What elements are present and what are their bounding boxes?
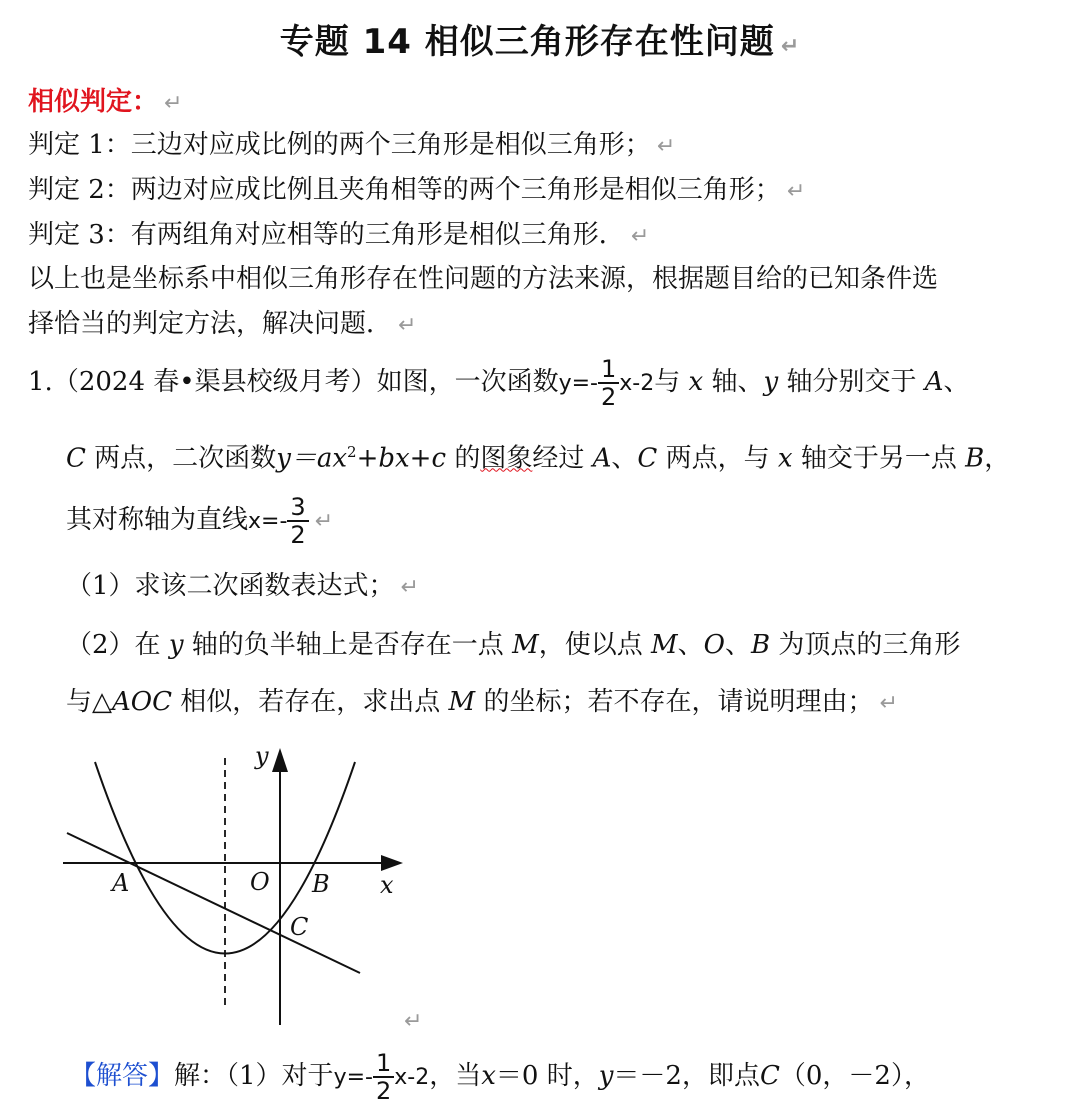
criterion-2: 判定 2：两边对应成比例且夹角相等的两个三角形是相似三角形； ↵ xyxy=(28,175,806,205)
page-title: 专题 14 相似三角形存在性问题 ↵ xyxy=(279,22,801,62)
question-2-line-2: 与△AOC 相似，若存在，求出点 M 的坐标；若不存在，请说明理由； ↵ xyxy=(66,687,898,717)
function-graph xyxy=(55,740,415,1030)
answer-line: 【解答】解：（1）对于y=- $\frac{1}{2}$ x-2，当x＝0 时，y＝－2，即点C（0，－2）， xyxy=(70,1049,930,1105)
question-1: （1）求该二次函数表达式； ↵ xyxy=(66,571,419,601)
problem-line-3: 其对称轴为直线x=- $\frac{3}{2}$ ↵ xyxy=(66,493,334,549)
fraction: $\frac{1}{2}$ xyxy=(373,1050,394,1104)
intro-line-2: 择恰当的判定方法，解决问题． ↵ xyxy=(28,309,417,339)
intro-line-1: 以上也是坐标系中相似三角形存在性问题的方法来源，根据题目给的已知条件选 xyxy=(28,264,939,294)
question-2-line-1: （2）在 y 轴的负半轴上是否存在一点 M，使以点 M、O、B 为顶点的三角形 xyxy=(66,630,961,660)
label-B: B xyxy=(312,870,330,898)
section-heading: 相似判定： ↵ xyxy=(28,87,183,117)
criterion-3: 判定 3：有两组角对应相等的三角形是相似三角形． ↵ xyxy=(28,220,650,250)
x-axis-arrow xyxy=(381,855,403,871)
label-y: y xyxy=(255,742,269,770)
fraction: $\frac{1}{2}$ xyxy=(598,356,619,410)
label-O: O xyxy=(250,868,270,896)
graph-return-mark: ↵ xyxy=(404,1009,423,1034)
y-axis-arrow xyxy=(272,748,288,772)
fraction: $\frac{3}{2}$ xyxy=(287,494,308,548)
label-A: A xyxy=(112,869,130,897)
problem-line-1: 1.（2024 春•渠县校级月考）如图，一次函数y=- $\frac{1}{2}$ x-2与 x 轴、y 轴分别交于 A、 xyxy=(28,355,970,411)
problem-line-2: C 两点，二次函数$y=ax^2+bx+c$ 的图象经过 A、C 两点，与 x 轴交于另一点 B， xyxy=(66,443,1011,474)
criterion-1: 判定 1：三边对应成比例的两个三角形是相似三角形； ↵ xyxy=(28,130,676,160)
label-x: x xyxy=(380,871,394,899)
label-C: C xyxy=(290,913,309,941)
